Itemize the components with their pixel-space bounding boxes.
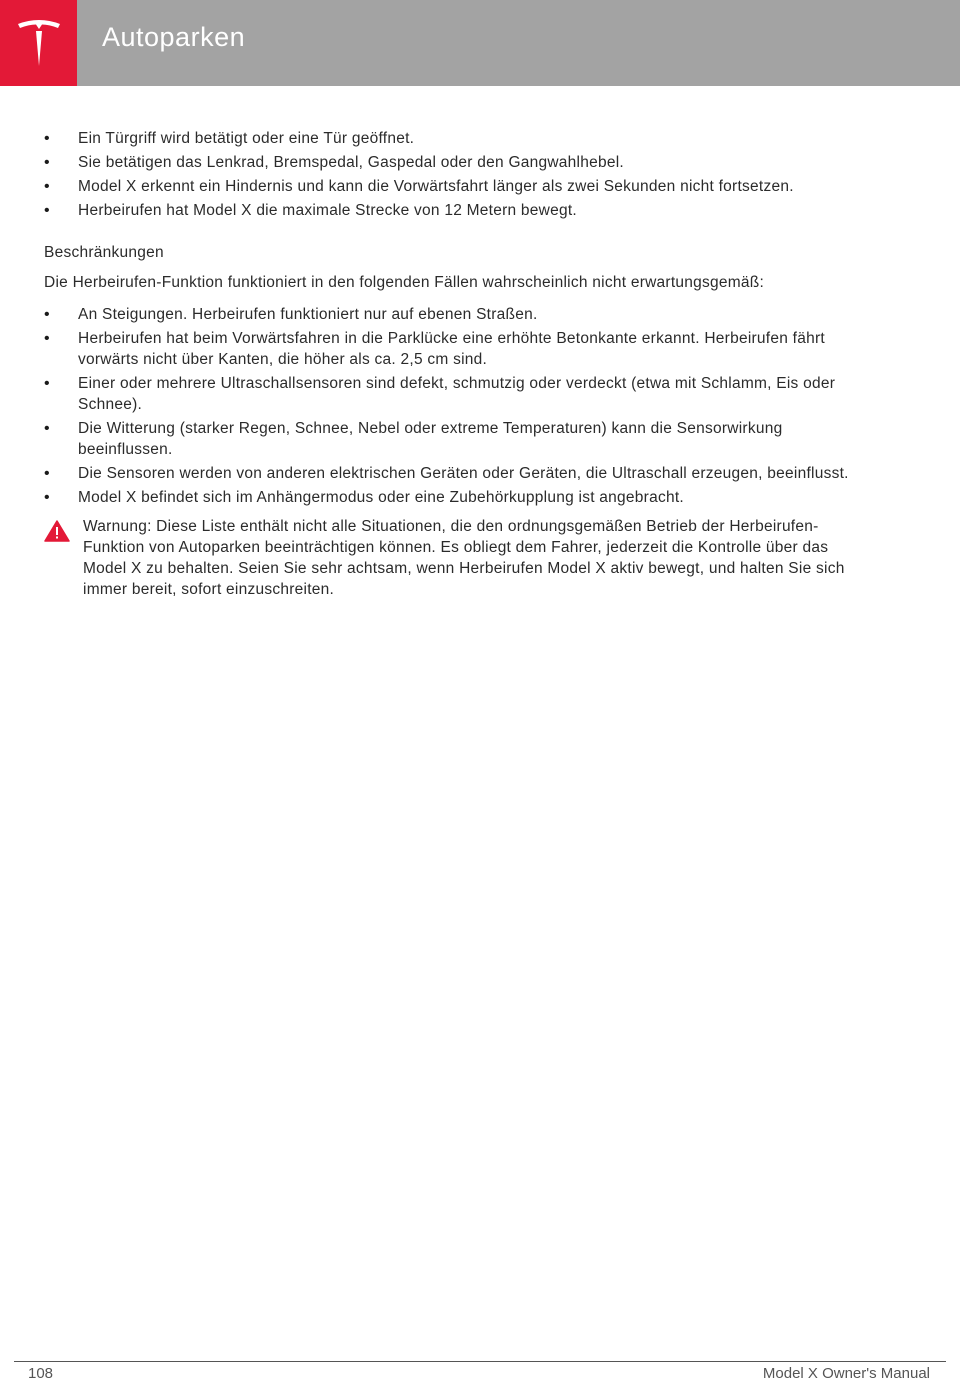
tesla-logo-icon [15, 16, 63, 70]
main-content [44, 128, 864, 600]
list-item: • Die Sensoren werden von anderen elektrischen Geräten oder Geräten, die Ultraschall erzeugen, beeinflusst. [44, 463, 864, 484]
section-heading: Beschränkungen [44, 244, 164, 261]
footer-manual-title: Model X Owner's Manual [762, 1365, 930, 1382]
limitations-list [44, 304, 864, 508]
warning-triangle-icon [44, 520, 70, 542]
warning-note [44, 516, 864, 600]
list-item: • Model X erkennt ein Hindernis und kann die Vorwärtsfahrt länger als zwei Sekunden nicht fortsetzen. [44, 176, 864, 197]
brand-logo-box [0, 0, 77, 86]
page-title: Autoparken [102, 22, 246, 52]
page-number: 108 [28, 1365, 54, 1382]
page-header [0, 0, 960, 86]
list-item: • Model X befindet sich im Anhängermodus oder eine Zubehörkupplung ist angebracht. [44, 487, 864, 508]
list-item: • Sie betätigen das Lenkrad, Bremspedal, Gaspedal oder den Gangwahlhebel. [44, 152, 864, 173]
list-item: • Herbeirufen hat Model X die maximale Strecke von 12 Metern bewegt. [44, 200, 864, 221]
warning-text: Warnung: Diese Liste enthält nicht alle Situationen, die den ordnungsgemäßen Betrieb der Herbeirufen-Funktion von Autoparken beeinträchtigen können. Es obliegt dem Fahrer, jederzeit die Kontrolle über das Model X zu behalten. Seien Sie sehr achtsam, wenn Herbeirufen Model X aktiv bewegt, und halten Sie sich immer bereit, sofort einzuschreiten. [83, 518, 845, 598]
list-item: • An Steigungen. Herbeirufen funktioniert nur auf ebenen Straßen. [44, 304, 864, 325]
list-item: • Ein Türgriff wird betätigt oder eine Tür geöffnet. [44, 128, 864, 149]
list-item: • Einer oder mehrere Ultraschallsensoren sind defekt, schmutzig oder verdeckt (etwa mit Schlamm, Eis oder Schnee). [44, 373, 864, 415]
list-item: • Die Witterung (starker Regen, Schnee, Nebel oder extreme Temperaturen) kann die Sensorwirkung beeinflussen. [44, 418, 864, 460]
intro-paragraph: Die Herbeirufen-Funktion funktioniert in den folgenden Fällen wahrscheinlich nicht erwartungsgemäß: [44, 274, 765, 291]
conditions-list [44, 128, 864, 221]
footer-divider [14, 1361, 946, 1362]
list-item: • Herbeirufen hat beim Vorwärtsfahren in die Parklücke eine erhöhte Betonkante erkannt. Herbeirufen fährt vorwärts nicht über Kanten, die höher als ca. 2,5 cm sind. [44, 328, 864, 370]
